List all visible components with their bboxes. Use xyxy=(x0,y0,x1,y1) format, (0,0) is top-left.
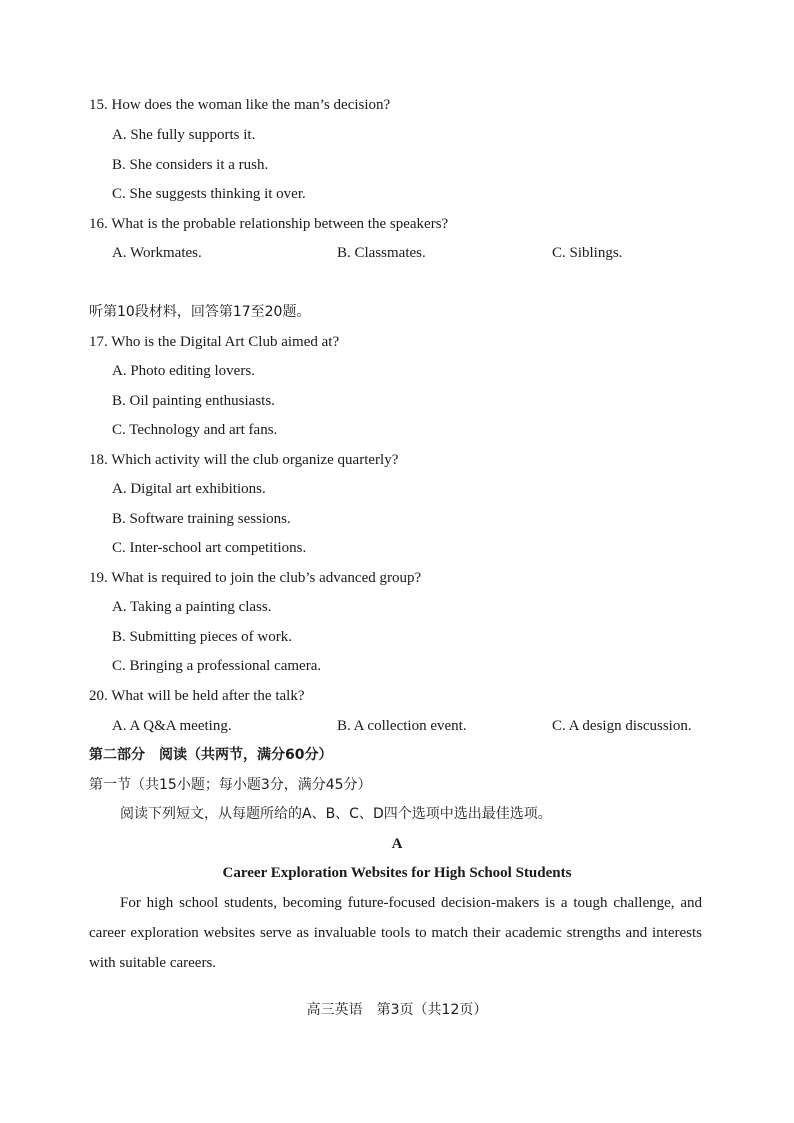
passage-paragraph: For high school students, becoming future-focused decision-makers is a tough challenge, and career exploration websites serve as invaluable tools to match their academic strengths and interests with suitable careers. xyxy=(89,895,702,971)
question-19-option-b: B. Submitting pieces of work. xyxy=(112,629,292,645)
question-18-stem: 18. Which activity will the club organize quarterly? xyxy=(89,452,399,468)
reading-instruction: 阅读下列短文，从每题所给的A、B、C、D四个选项中选出最佳选项。 xyxy=(120,806,552,822)
question-15-stem: 15. How does the woman like the man’s decision? xyxy=(89,97,391,113)
page-footer: 高三英语 第3页（共12页） xyxy=(306,1002,488,1018)
question-20-options xyxy=(112,716,712,736)
question-20-option-a: A. A Q&A meeting. xyxy=(112,718,232,734)
question-20-stem: 20. What will be held after the talk? xyxy=(89,688,305,704)
part-two-heading: 第二部分 阅读（共两节，满分60分） xyxy=(89,747,333,763)
question-17-option-c: C. Technology and art fans. xyxy=(112,422,278,438)
question-19-stem: 19. What is required to join the club’s advanced group? xyxy=(89,570,422,586)
question-17-option-b: B. Oil painting enthusiasts. xyxy=(112,393,275,409)
question-16-option-c: C. Siblings. xyxy=(552,245,623,261)
question-17-stem: 17. Who is the Digital Art Club aimed at? xyxy=(89,334,340,350)
question-15-option-c: C. She suggests thinking it over. xyxy=(112,186,306,202)
section-one-heading: 第一节（共15小题；每小题3分，满分45分） xyxy=(89,777,372,793)
question-16-stem: 16. What is the probable relationship between the speakers? xyxy=(89,216,449,232)
question-20-option-c: C. A design discussion. xyxy=(552,718,692,734)
passage-letter: A xyxy=(391,836,403,852)
passage-title: Career Exploration Websites for High School Students xyxy=(222,865,572,881)
question-16-option-b: B. Classmates. xyxy=(337,245,426,261)
listening-instruction: 听第10段材料，回答第17至20题。 xyxy=(89,304,311,320)
question-18-option-a: A. Digital art exhibitions. xyxy=(112,481,266,497)
question-17-option-a: A. Photo editing lovers. xyxy=(112,363,255,379)
question-19-option-a: A. Taking a painting class. xyxy=(112,599,272,615)
question-18-option-c: C. Inter-school art competitions. xyxy=(112,540,307,556)
question-16-options xyxy=(112,243,712,263)
question-19-option-c: C. Bringing a professional camera. xyxy=(112,658,322,674)
question-20-option-b: B. A collection event. xyxy=(337,718,467,734)
question-15-option-a: A. She fully supports it. xyxy=(112,127,256,143)
question-18-option-b: B. Software training sessions. xyxy=(112,511,291,527)
question-16-option-a: A. Workmates. xyxy=(112,245,202,261)
question-15-option-b: B. She considers it a rush. xyxy=(112,157,269,173)
